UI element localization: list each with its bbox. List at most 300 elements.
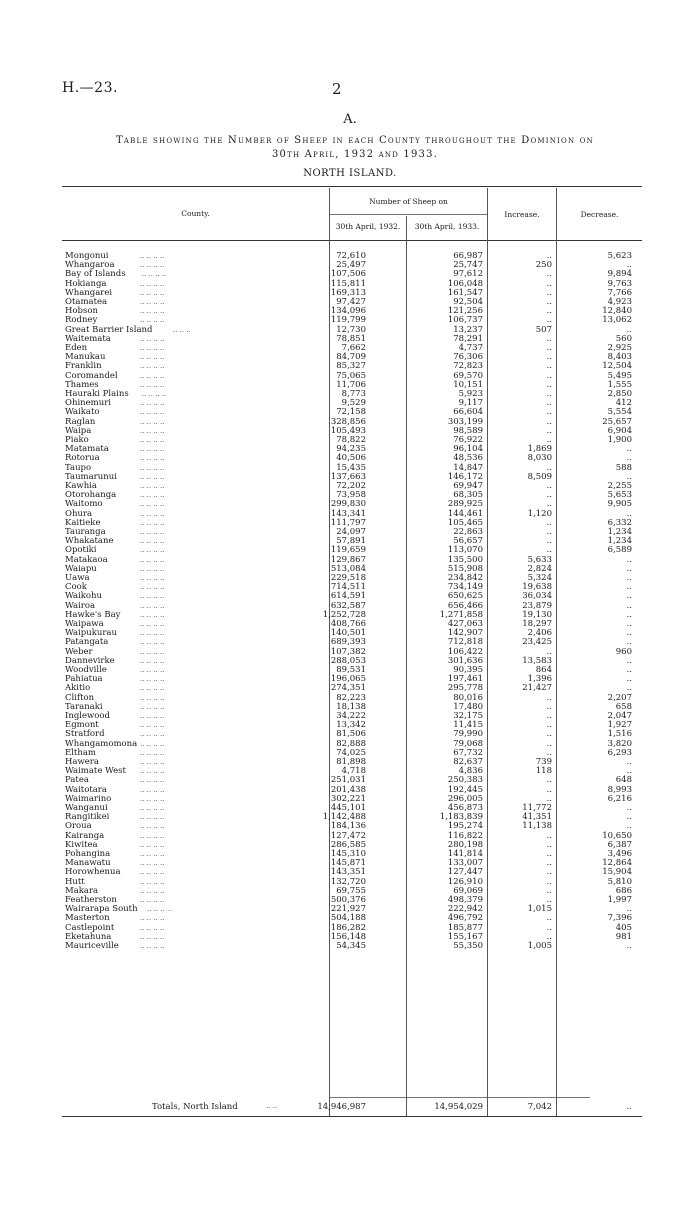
county-name: Rotorua <box>65 453 100 464</box>
dot-leader: .. .. .. .. <box>140 629 165 638</box>
sheep-1933: 656,466 <box>447 600 483 611</box>
sheep-1933: 222,942 <box>447 904 483 915</box>
increase: 8,030 <box>527 453 552 464</box>
increase: 2,406 <box>527 628 552 639</box>
dot-leader: .. .. .. .. <box>140 684 165 693</box>
sheep-1933: 69,570 <box>453 370 483 381</box>
county-name: Waitomo <box>65 499 103 510</box>
county-name: Woodville <box>65 665 107 675</box>
dot-leader: .. .. .. .. <box>140 886 165 895</box>
increase: .. <box>546 711 552 721</box>
county-name: Mongonui <box>65 251 109 261</box>
decrease: .. <box>626 600 632 611</box>
county-name: Dannevirke <box>65 655 115 666</box>
sheep-1933: 106,048 <box>447 278 483 289</box>
increase: .. <box>546 867 552 878</box>
dot-leader: .. .. .. .. <box>140 693 165 702</box>
increase: .. <box>546 278 552 289</box>
sheep-1933: 197,461 <box>447 674 483 685</box>
county-name: Waikato <box>65 407 100 418</box>
county-name: Taupo <box>65 462 92 473</box>
county-name: Weber <box>65 646 93 657</box>
decrease: 686 <box>615 885 632 896</box>
sheep-1933: 96,104 <box>453 444 483 455</box>
sheep-1932: 82,888 <box>336 738 366 749</box>
dot-leader: .. .. .. .. <box>140 509 165 518</box>
dot-leader: .. .. .. .. <box>140 362 165 371</box>
sheep-1932: 25,497 <box>336 260 366 271</box>
sheep-1932: 251,031 <box>330 775 366 786</box>
dot-leader: .. .. .. .. <box>140 896 165 904</box>
sheep-1932: 72,158 <box>336 407 366 418</box>
increase: 1,869 <box>527 444 552 455</box>
increase: 23,879 <box>522 600 552 611</box>
sheep-1932: 54,345 <box>336 941 366 951</box>
sheep-1932: 201,438 <box>330 784 366 795</box>
county-name: Whangamomona <box>65 738 138 749</box>
sheep-1932: 57,891 <box>336 536 366 547</box>
increase: 864 <box>535 665 552 675</box>
increase: .. <box>546 931 552 942</box>
county-name: Clifton <box>65 692 95 703</box>
decrease: 1,234 <box>607 527 632 537</box>
sheep-1932: 299,830 <box>330 499 366 510</box>
increase: .. <box>546 701 552 712</box>
increase: .. <box>546 720 552 731</box>
increase: 5,324 <box>527 573 552 583</box>
county-name: Eketahuna <box>65 931 112 942</box>
sheep-1933: 106,422 <box>447 646 483 657</box>
sheep-1933: 496,792 <box>447 913 483 924</box>
col-1933-header: 30th April, 1933. <box>414 222 480 231</box>
sheep-1932: 119,659 <box>330 545 366 556</box>
decrease: .. <box>626 803 632 813</box>
county-name: Manukau <box>65 352 106 363</box>
sheep-1933: 135,500 <box>447 554 483 565</box>
county-name: Otamatea <box>65 297 108 307</box>
county-name: Piako <box>65 435 89 445</box>
sheep-1932: 143,341 <box>330 508 366 519</box>
decrease: 981 <box>615 931 632 942</box>
sheep-1933: 69,069 <box>453 885 483 896</box>
sheep-1933: 142,907 <box>447 628 483 639</box>
decrease: 5,623 <box>607 251 632 261</box>
county-name: Wairarapa South <box>65 904 138 915</box>
increase: .. <box>546 692 552 703</box>
county-name: Cook <box>65 582 87 593</box>
decrease: 8,993 <box>607 784 632 795</box>
decrease: 12,504 <box>602 361 632 372</box>
county-name: Taranaki <box>65 701 103 712</box>
sheep-1933: 301,636 <box>447 655 483 666</box>
dot-leader: .. .. .. .. <box>140 822 165 831</box>
sheep-1932: 85,327 <box>336 361 366 372</box>
county-name: Wairoa <box>65 600 96 611</box>
increase: .. <box>546 527 552 537</box>
increase: .. <box>546 306 552 317</box>
sheep-1932: 84,709 <box>336 352 366 363</box>
dot-leader: .. .. .. .. <box>140 583 165 592</box>
county-name: Mauriceville <box>65 941 119 951</box>
sheep-1932: 105,493 <box>330 425 366 436</box>
increase: .. <box>546 517 552 528</box>
county-name: Waitotara <box>65 784 107 795</box>
decrease: 5,495 <box>607 370 632 381</box>
decrease: 5,810 <box>607 876 632 887</box>
table-row <box>0 942 700 951</box>
sheep-1932: 145,310 <box>330 849 366 859</box>
sheep-1933: 161,547 <box>447 287 483 298</box>
sheep-1932: 9,529 <box>341 398 366 409</box>
increase: 13,583 <box>522 655 552 666</box>
increase: .. <box>546 398 552 409</box>
county-name: Pahiatua <box>65 674 103 685</box>
increase: 23,425 <box>522 637 552 648</box>
increase: 11,772 <box>522 803 552 813</box>
dot-leader: .. .. .. .. <box>140 555 165 564</box>
increase: .. <box>546 462 552 473</box>
increase: 19,130 <box>522 609 552 620</box>
sheep-1932: 97,427 <box>336 297 366 307</box>
totals-1932: 14,946,987 <box>317 1102 366 1112</box>
decrease: .. <box>626 563 632 574</box>
increase: .. <box>546 425 552 436</box>
county-name: Waipa <box>65 425 92 436</box>
dot-leader: .. .. .. .. <box>140 758 165 766</box>
col-1932-header: 30th April, 1932. <box>335 222 401 231</box>
decrease: .. <box>626 665 632 675</box>
decrease: .. <box>626 821 632 832</box>
sheep-1933: 734,149 <box>447 582 483 593</box>
decrease: 12,840 <box>602 306 632 317</box>
sheep-1933: 146,172 <box>447 471 483 482</box>
sheep-1932: 75,065 <box>336 370 366 381</box>
sheep-1932: 81,506 <box>336 729 366 740</box>
sheep-1933: 650,625 <box>447 591 483 602</box>
sheep-1932: 1,142,488 <box>322 812 366 823</box>
county-name: Patangata <box>65 637 109 648</box>
sheep-1932: 184,136 <box>330 821 366 832</box>
increase: .. <box>546 251 552 261</box>
sheep-1932: 69,755 <box>336 885 366 896</box>
dot-leader: .. .. .. .. <box>140 785 165 794</box>
county-name: Hutt <box>65 876 85 887</box>
dot-leader: .. .. .. .. <box>140 656 165 665</box>
county-name: Horowhenua <box>65 867 121 878</box>
increase: .. <box>546 361 552 372</box>
decrease: .. <box>626 324 632 335</box>
county-name: Otorohanga <box>65 490 117 501</box>
dot-leader: .. .. .. .. <box>140 482 165 490</box>
table-title-line-1: Table showing the Number of Sheep in each County throughout the Dominion on <box>116 135 594 146</box>
county-name: Waimarino <box>65 793 112 804</box>
sheep-1933: 427,063 <box>447 619 483 629</box>
dot-leader: .. .. .. .. <box>140 380 165 389</box>
county-name: Whangaroa <box>65 260 115 271</box>
page-number: 2 <box>332 80 342 98</box>
county-name: Hokianga <box>65 278 107 289</box>
county-header: County. <box>181 209 210 218</box>
sheep-1932: 140,501 <box>330 628 366 639</box>
decrease: 15,904 <box>602 867 632 878</box>
totals-1933: 14,954,029 <box>434 1102 483 1112</box>
increase: .. <box>546 269 552 280</box>
decrease: 1,555 <box>607 379 632 390</box>
sheep-1933: 106,737 <box>447 315 483 326</box>
increase: 2,824 <box>527 563 552 574</box>
decrease: 10,650 <box>602 830 632 841</box>
dot-leader: .. .. .. .. <box>140 353 165 362</box>
header-bottom-rule <box>62 240 642 241</box>
totals-increase: 7,042 <box>527 1102 552 1112</box>
dot-leader: .. .. .. .. <box>140 252 165 260</box>
county-name: Ohinemuri <box>65 398 111 409</box>
dot-leader: .. .. .. .. <box>140 831 165 840</box>
increase: .. <box>546 343 552 353</box>
decrease: 1,997 <box>607 895 632 905</box>
dot-leader: .. .. .. .. <box>140 344 165 352</box>
sheep-1933: 280,198 <box>447 839 483 850</box>
dot-leader: .. .. .. .. <box>141 270 167 279</box>
dot-leader: .. .. .. .. <box>141 390 167 398</box>
decrease: .. <box>626 591 632 602</box>
sheep-1933: 76,306 <box>453 352 483 363</box>
county-name: Matakaoa <box>65 554 108 565</box>
dot-leader: .. .. .. .. <box>140 712 165 720</box>
sheep-1933: 79,068 <box>453 738 483 749</box>
sheep-1933: 192,445 <box>447 784 483 795</box>
sheep-1932: 274,351 <box>330 683 366 694</box>
decrease: 9,763 <box>607 278 632 289</box>
county-name: Masterton <box>65 913 110 924</box>
sheep-1933: 76,922 <box>453 435 483 445</box>
dot-leader: .. .. .. .. <box>147 905 172 914</box>
county-name: Eltham <box>65 747 96 758</box>
sheep-1933: 82,637 <box>453 757 483 767</box>
decrease: 1,900 <box>607 435 632 445</box>
decrease: 5,554 <box>607 407 632 418</box>
dot-leader: .. .. .. .. <box>140 518 165 527</box>
county-name: Kairanga <box>65 830 105 841</box>
increase: .. <box>546 545 552 556</box>
dot-leader: .. .. .. .. <box>140 288 165 297</box>
sheep-1932: 115,811 <box>330 278 366 289</box>
increase: 739 <box>535 757 552 767</box>
decrease: .. <box>626 904 632 915</box>
sheep-1932: 89,531 <box>336 665 366 675</box>
sheep-1932: 513,084 <box>330 563 366 574</box>
sheep-1932: 169,313 <box>330 287 366 298</box>
sheep-1932: 78,851 <box>336 333 366 344</box>
decrease: 9,894 <box>607 269 632 280</box>
increase: .. <box>546 499 552 510</box>
increase: .. <box>546 370 552 381</box>
sheep-1932: 196,065 <box>330 674 366 685</box>
county-name: Whakatane <box>65 536 114 547</box>
county-name: Opotiki <box>65 545 97 556</box>
sheep-1933: 69,947 <box>453 481 483 491</box>
county-name: Rangitikei <box>65 812 110 823</box>
sheep-1932: 107,382 <box>330 646 366 657</box>
decrease: 7,396 <box>607 913 632 924</box>
sheep-1932: 221,927 <box>330 904 366 915</box>
increase: .. <box>546 885 552 896</box>
sheep-1933: 80,016 <box>453 692 483 703</box>
sheep-1933: 55,350 <box>453 941 483 951</box>
sheep-1933: 250,383 <box>447 775 483 786</box>
totals-rule <box>330 1097 590 1098</box>
sheep-1933: 498,379 <box>447 895 483 905</box>
county-name: Patea <box>65 775 89 786</box>
sheep-1933: 97,612 <box>453 269 483 280</box>
county-name: Inglewood <box>65 711 110 721</box>
sheep-1932: 302,221 <box>330 793 366 804</box>
increase: .. <box>546 775 552 786</box>
sheep-1932: 24,097 <box>336 527 366 537</box>
increase: .. <box>546 876 552 887</box>
dot-leader: .. .. .. .. <box>140 859 165 868</box>
decrease: 25,657 <box>602 416 632 427</box>
dot-leader: .. .. .. .. <box>140 564 165 573</box>
increase: .. <box>546 747 552 758</box>
decrease-header: Decrease. <box>580 210 619 219</box>
sheep-1933: 234,842 <box>447 573 483 583</box>
decrease: 658 <box>615 701 632 712</box>
dot-leader: .. .. .. .. <box>140 307 165 316</box>
decrease: .. <box>626 628 632 639</box>
increase: .. <box>546 830 552 841</box>
sheep-1933: 17,480 <box>453 701 483 712</box>
decrease: 2,925 <box>607 343 632 353</box>
decrease: 6,904 <box>607 425 632 436</box>
decrease: 560 <box>615 333 632 344</box>
sheep-1932: 286,585 <box>330 839 366 850</box>
county-name: Kawhia <box>65 481 97 491</box>
decrease: .. <box>626 554 632 565</box>
sheep-1932: 714,511 <box>330 582 366 593</box>
county-name: Kiwitea <box>65 839 98 850</box>
sheep-1932: 8,773 <box>341 389 366 399</box>
increase: .. <box>546 913 552 924</box>
sheep-1933: 133,007 <box>447 858 483 869</box>
sheep-1933: 185,877 <box>447 922 483 933</box>
sheep-1932: 229,518 <box>330 573 366 583</box>
county-name: Coromandel <box>65 370 118 381</box>
dot-leader: .. .. .. .. <box>140 472 165 481</box>
decrease: 588 <box>615 462 632 473</box>
county-name: Uawa <box>65 573 90 583</box>
dot-leader: .. .. .. .. <box>140 914 165 923</box>
increase: .. <box>546 738 552 749</box>
increase: .. <box>546 729 552 740</box>
sheep-1932: 119,799 <box>330 315 366 326</box>
dot-leader: .. .. .. .. <box>140 279 165 288</box>
sheep-1932: 632,587 <box>330 600 366 611</box>
increase: .. <box>546 416 552 427</box>
increase-header: Increase. <box>504 210 540 219</box>
sheep-1933: 712,818 <box>447 637 483 648</box>
dot-leader: .. .. .. .. <box>140 942 165 950</box>
sheep-1933: 25,747 <box>453 260 483 271</box>
dot-leader: .. .. .. .. <box>140 868 165 877</box>
dot-leader: .. .. .. .. <box>140 610 165 619</box>
sheep-1932: 82,223 <box>336 692 366 703</box>
sheep-1932: 445,101 <box>330 803 366 813</box>
dot-leader: .. .. .. .. <box>140 840 165 849</box>
increase: 18,297 <box>522 619 552 629</box>
sheep-1932: 137,663 <box>330 471 366 482</box>
county-name: Matamata <box>65 444 109 455</box>
dot-leader: .. .. .. .. <box>140 454 165 463</box>
decrease: 648 <box>615 775 632 786</box>
increase: 1,120 <box>527 508 552 519</box>
decrease: .. <box>626 683 632 694</box>
sheep-1932: 127,472 <box>330 830 366 841</box>
sheep-1933: 289,925 <box>447 499 483 510</box>
decrease: .. <box>626 471 632 482</box>
dot-leader: .. .. .. .. <box>140 601 165 610</box>
decrease: 8,403 <box>607 352 632 363</box>
dot-leader: .. .. .. .. <box>140 767 165 776</box>
sheep-1933: 14,847 <box>453 462 483 473</box>
sheep-1932: 11,706 <box>336 379 366 390</box>
sheep-1932: 134,096 <box>330 306 366 317</box>
dot-leader: .. .. .. .. <box>140 417 165 426</box>
sheep-1933: 9,117 <box>458 398 483 409</box>
sheep-1933: 127,447 <box>447 867 483 878</box>
dot-leader: .. .. .. .. <box>140 932 165 941</box>
sheep-1932: 328,856 <box>330 416 366 427</box>
sheep-1933: 126,910 <box>447 876 483 887</box>
sheep-1932: 78,822 <box>336 435 366 445</box>
sheep-1933: 456,873 <box>447 803 483 813</box>
decrease: .. <box>626 508 632 519</box>
sheep-1932: 72,202 <box>336 481 366 491</box>
dot-leader: .. .. .. .. <box>140 794 165 803</box>
increase: .. <box>546 297 552 307</box>
decrease: 2,850 <box>607 389 632 399</box>
increase: 507 <box>535 324 552 335</box>
sheep-1932: 689,393 <box>330 637 366 648</box>
sheep-1932: 156,148 <box>330 931 366 942</box>
decrease: 6,387 <box>607 839 632 850</box>
sheep-1933: 105,465 <box>447 517 483 528</box>
sheep-1933: 79,990 <box>453 729 483 740</box>
decrease: 12,864 <box>602 858 632 869</box>
county-name: Waikohu <box>65 591 103 602</box>
sheep-1933: 4,737 <box>458 343 483 353</box>
totals-label: Totals, North Island <box>152 1102 238 1112</box>
decrease: 412 <box>615 398 632 409</box>
county-name: Castlepoint <box>65 922 115 933</box>
dot-leader: .. .. .. .. <box>140 702 165 711</box>
sheep-1933: 195,274 <box>447 821 483 832</box>
dot-leader: .. .. .. .. <box>140 408 165 417</box>
increase: .. <box>546 481 552 491</box>
sheep-1933: 22,863 <box>453 527 483 537</box>
county-name: Featherston <box>65 895 117 905</box>
increase: 1,015 <box>527 904 552 915</box>
decrease: 9,905 <box>607 499 632 510</box>
decrease: .. <box>626 757 632 767</box>
decrease: 1,234 <box>607 536 632 547</box>
sheep-1933: 56,657 <box>453 536 483 547</box>
sheep-1932: 15,435 <box>336 462 366 473</box>
increase: .. <box>546 784 552 795</box>
county-name: Hawera <box>65 757 99 767</box>
decrease: 4,923 <box>607 297 632 307</box>
decrease: 3,820 <box>607 738 632 749</box>
